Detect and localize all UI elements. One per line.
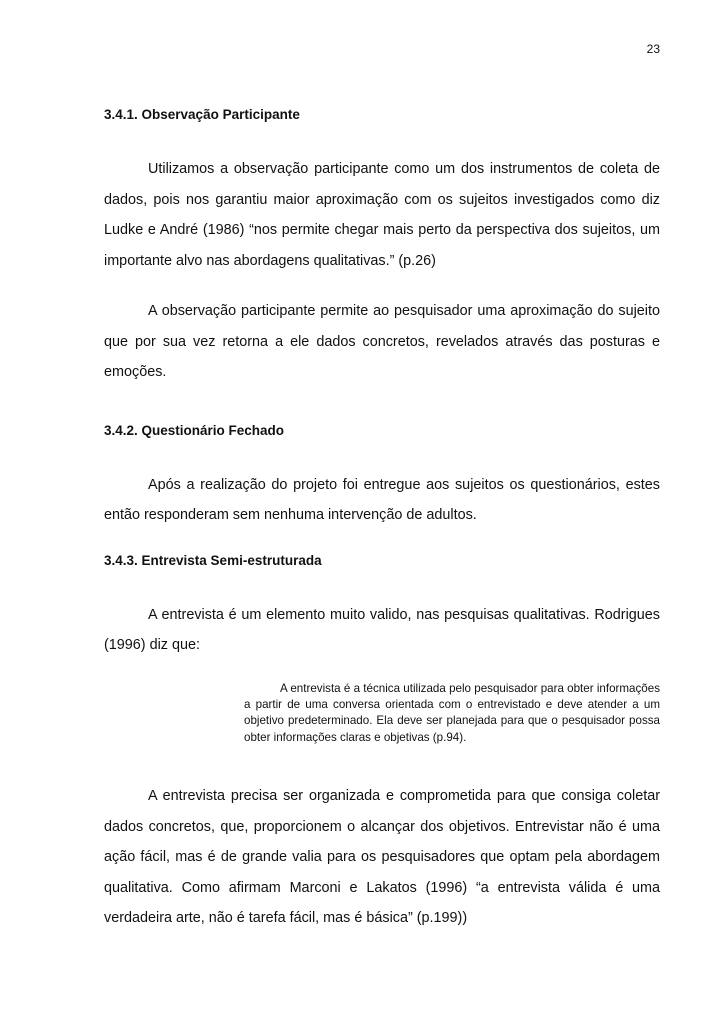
section-heading-entrevista: 3.4.3. Entrevista Semi-estruturada <box>104 552 322 568</box>
page-number: 23 <box>646 42 660 56</box>
paragraph: Utilizamos a observação participante como um dos instrumentos de coleta de dados, pois nos garantiu maior aproximação com os sujeitos investigados como diz Ludke e André (1986) “nos permite chegar mais perto da perspectiva dos sujeitos, um importante alvo nas abordagens qualitativas.” (p.26) <box>104 161 660 269</box>
document-body <box>104 105 660 934</box>
block-quote: A entrevista é a técnica utilizada pelo pesquisador para obter informações a partir de uma conversa orientada com o entrevistado e deve atender a um objetivo predeterminado. Ela deve ser planejada para que o pesquisador possa obter informações claras e objetivas (p.94). <box>244 681 660 744</box>
section-heading-questionario: 3.4.2. Questionário Fechado <box>104 422 285 438</box>
paragraph: A entrevista é um elemento muito valido, nas pesquisas qualitativas. Rodrigues (1996) diz que: <box>104 606 660 653</box>
paragraph: Após a realização do projeto foi entregue aos sujeitos os questionários, estes então responderam sem nenhuma intervenção de adultos. <box>104 476 660 523</box>
section-heading-observacao: 3.4.1. Observação Participante <box>104 107 300 122</box>
paragraph: A observação participante permite ao pesquisador uma aproximação do sujeito que por sua vez retorna a ele dados concretos, revelados através das posturas e emoções. <box>104 303 660 380</box>
paragraph: A entrevista precisa ser organizada e comprometida para que consiga coletar dados concretos, que, proporcionem o alcançar dos objetivos. Entrevistar não é uma ação fácil, mas é de grande valia para os pesquisadores que optam pela abordagem qualitativa. Como afirmam Marconi e Lakatos (1996) “a entrevista válida é uma verdadeira arte, não é tarefa fácil, mas é básica” (p.199)) <box>104 788 660 927</box>
